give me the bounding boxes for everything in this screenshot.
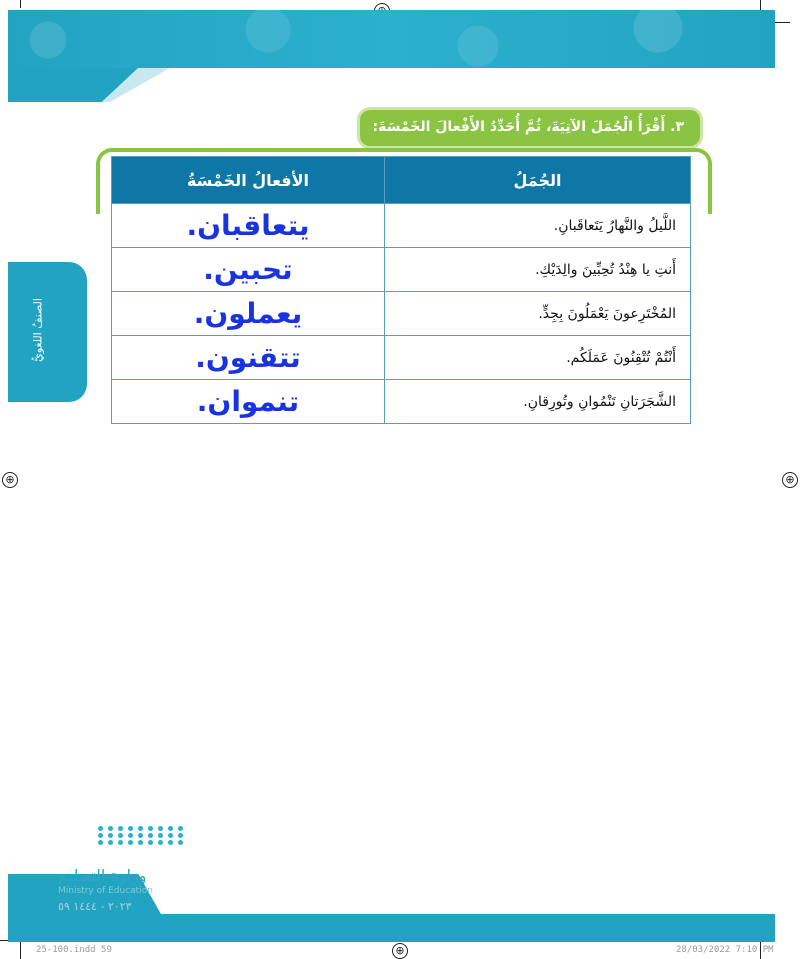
verb-answer-cell: يتعاقبان.	[112, 204, 385, 248]
table-row	[112, 292, 691, 336]
sentence-cell: أَنْتُمْ تُتْقِنُونَ عَمَلَكُم.	[385, 336, 691, 380]
exercise-title: ٣. أَقْرَأُ الْجُمَلَ الآتِيَةَ، ثُمَّ أُحَدِّدُ الأَفْعالَ الخَمْسَةَ:	[372, 119, 684, 135]
table-row	[112, 248, 691, 292]
ministry-name-arabic: وزارة التعـليم	[58, 866, 147, 885]
column-header-five-verbs: الأفعالُ الخَمْسَةُ	[112, 157, 385, 204]
page-number: ٢٠٢٣ - ١٤٤٤ ٥٩	[58, 900, 132, 913]
side-section-label: الصنفُ اللغويُّ	[31, 298, 45, 362]
sentence-cell: اللَّيلُ والنَّهارُ يَتَعاقَبانِ.	[385, 204, 691, 248]
ministry-logo-dots-icon	[98, 826, 186, 845]
print-slug-right: 28/03/2022 7:10 PM	[676, 945, 774, 955]
sentence-cell: المُخْتَرِعونَ يَعْمَلُونَ بِجِدٍّ.	[385, 292, 691, 336]
registration-mark-icon: ⊕	[782, 472, 798, 488]
verb-answer-cell: يعملون.	[112, 292, 385, 336]
crop-mark	[20, 940, 21, 959]
verb-answer-cell: تتقنون.	[112, 336, 385, 380]
exercise-table	[111, 156, 691, 424]
table-header-row	[112, 157, 691, 204]
crop-mark	[20, 0, 21, 8]
column-header-sentences: الجُمَلُ	[385, 157, 691, 204]
verb-answer-cell: تنموان.	[112, 380, 385, 424]
exercise-header	[360, 110, 700, 146]
calligraphy-pattern	[8, 10, 775, 68]
verb-answer-cell: تحبين.	[112, 248, 385, 292]
ministry-name-english: Ministry of Education	[58, 886, 153, 896]
ministry-logo	[58, 826, 198, 936]
table-row	[112, 380, 691, 424]
print-slug-left: 25-100.indd 59	[36, 945, 112, 955]
registration-mark-icon: ⊕	[392, 943, 408, 959]
table-row	[112, 204, 691, 248]
side-section-tab	[8, 262, 87, 402]
top-decorative-band	[8, 10, 775, 68]
sentence-cell: الشَّجَرَتانِ تَنْمُوانِ وتُورِقانِ.	[385, 380, 691, 424]
sentence-cell: أَنتِ يا هِنْدُ تُحِبِّينَ والِدَيْكِ.	[385, 248, 691, 292]
table-row	[112, 336, 691, 380]
registration-mark-icon: ⊕	[2, 472, 18, 488]
